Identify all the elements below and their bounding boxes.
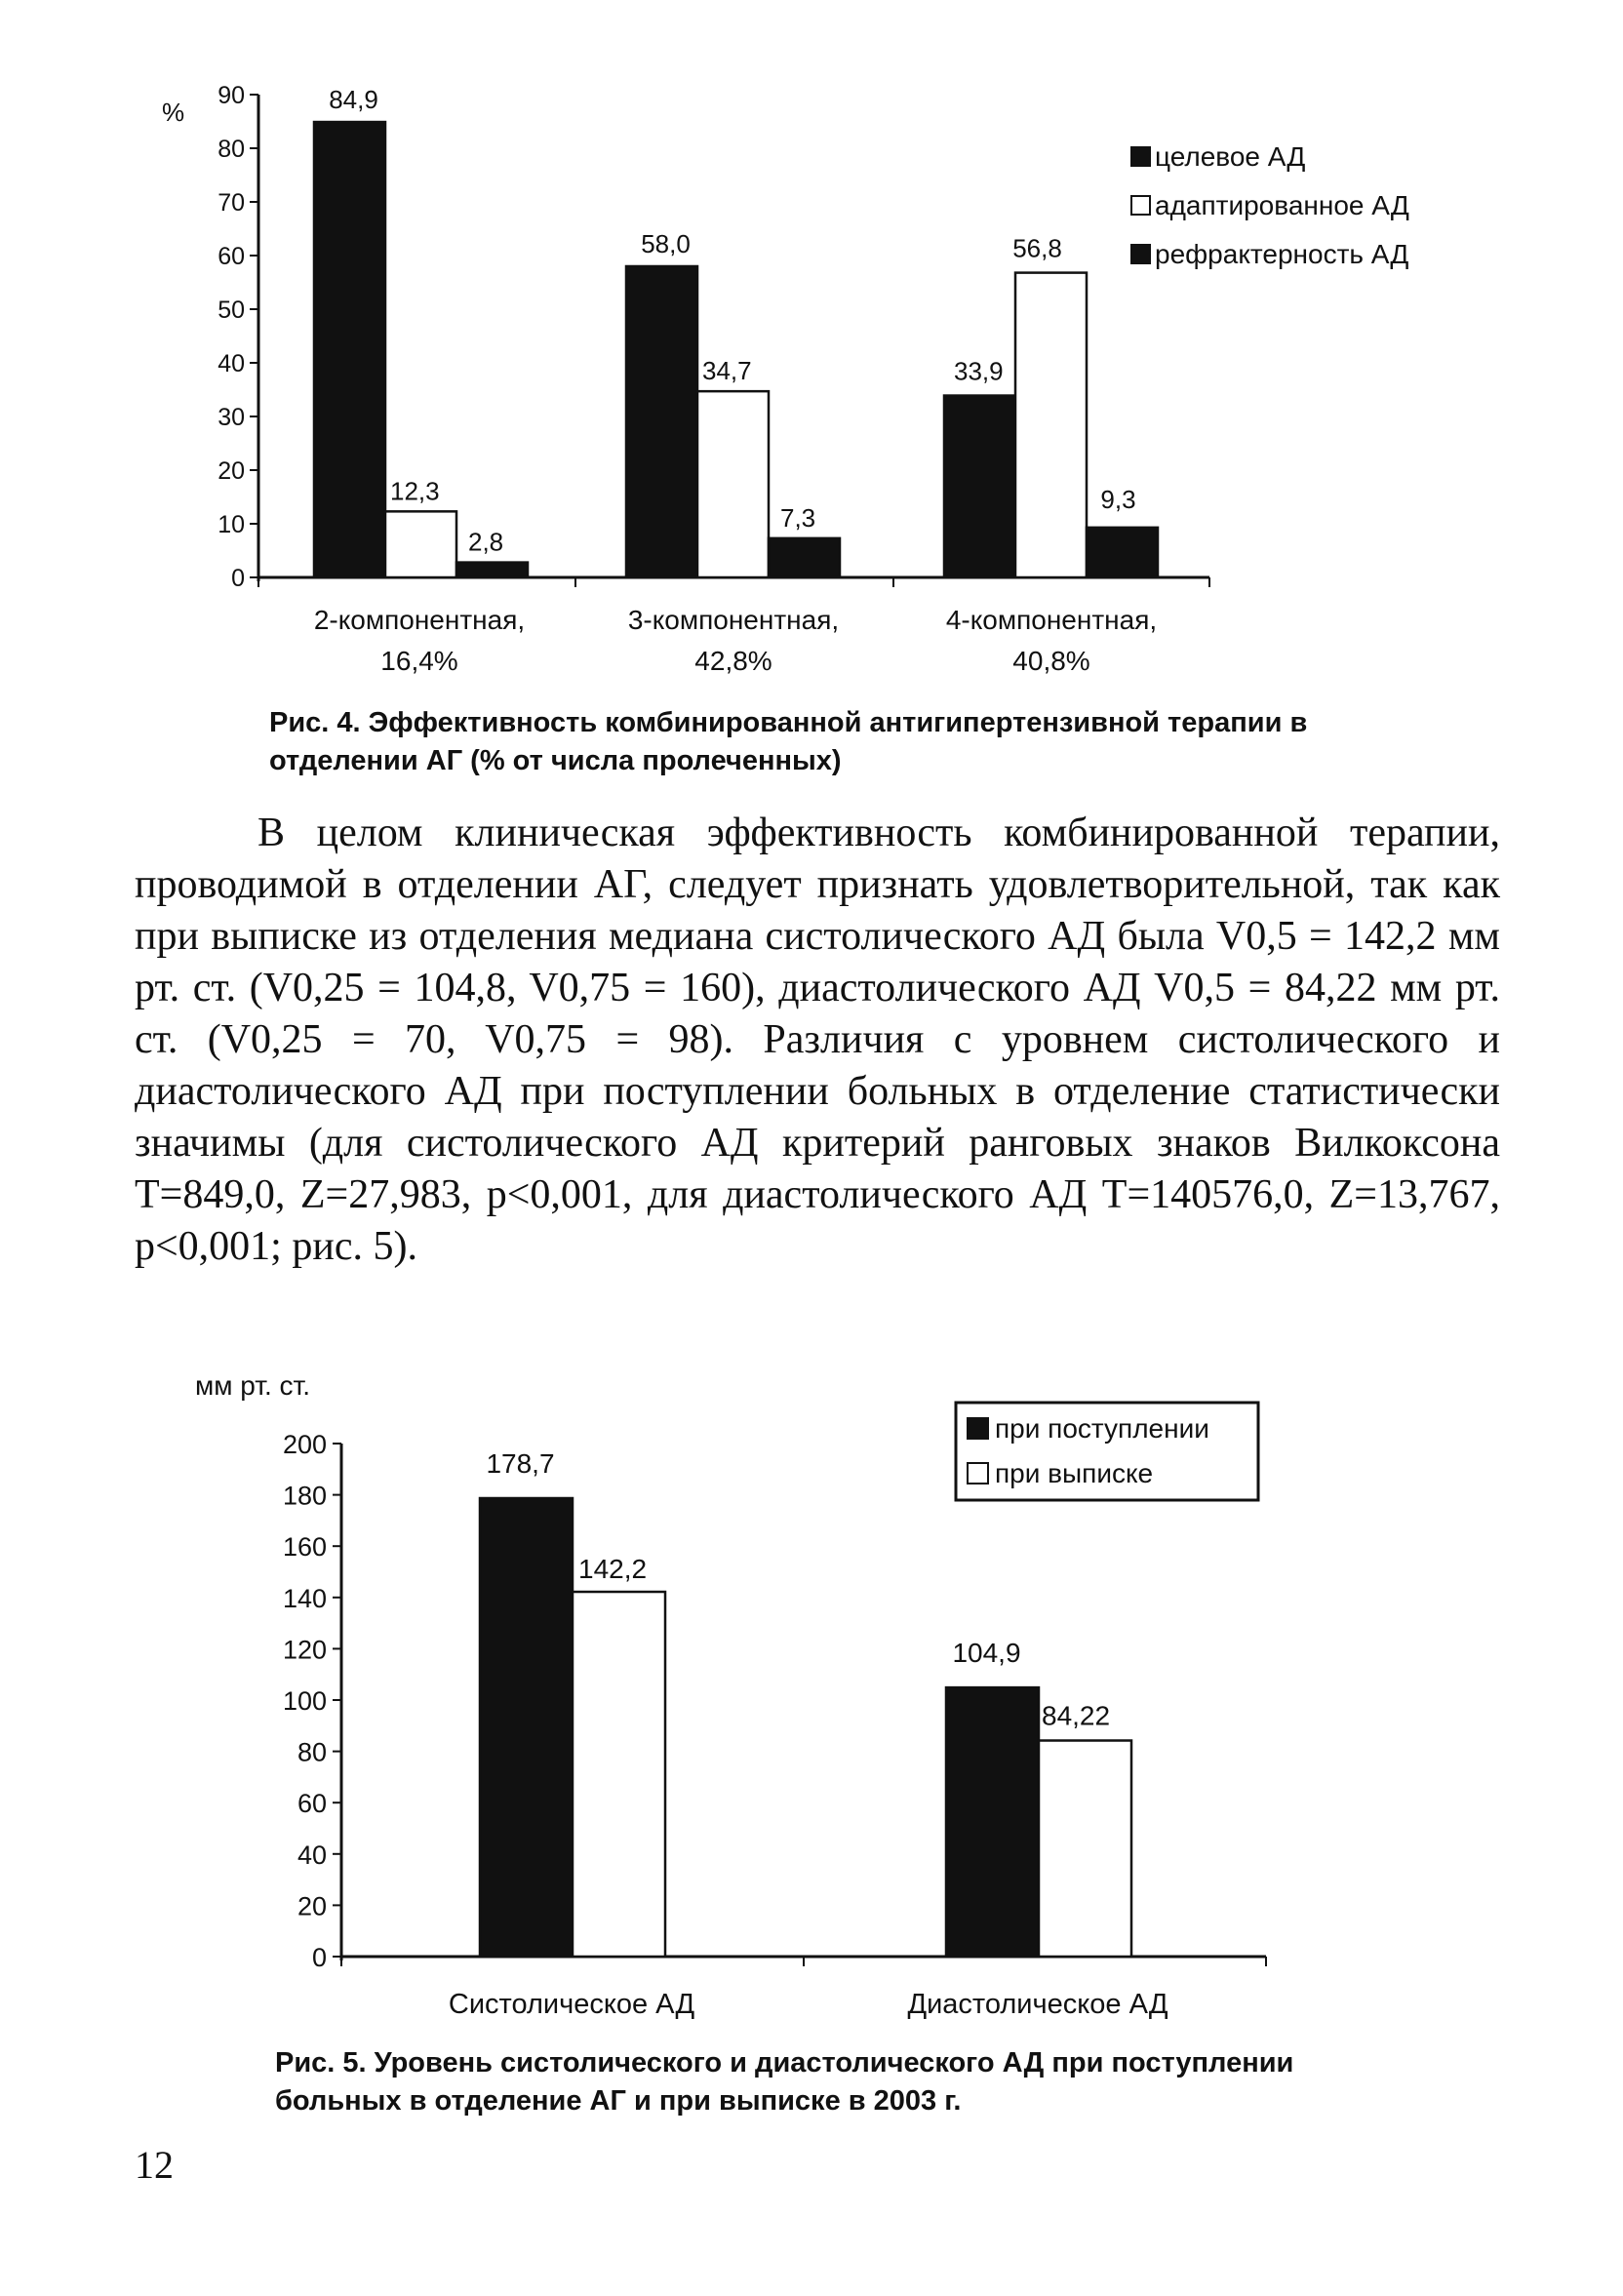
bar-1-2	[626, 266, 697, 577]
y-axis-label: %	[162, 98, 185, 127]
bar-2-1	[385, 511, 456, 577]
figure-4-caption: Рис. 4. Эффективность комбинированной антигипертензивной терапии в отделении АГ (% от числа пролеченных)	[269, 707, 1308, 776]
chart-treatment-effectiveness	[0, 59, 1623, 683]
data-label: 12,3	[390, 476, 440, 506]
bar-2-1	[573, 1592, 665, 1957]
data-label: 9,3	[1100, 484, 1136, 514]
y-tick-label: 70	[218, 189, 245, 217]
data-label: 84,22	[1042, 1700, 1111, 1731]
bar-3-1	[456, 563, 528, 577]
bar-1-1	[480, 1498, 573, 1957]
y-tick-label: 60	[218, 243, 245, 270]
bar-2-2	[1039, 1741, 1131, 1957]
data-label: 2,8	[468, 527, 504, 557]
y-tick-label: 90	[218, 82, 245, 109]
category-label: 4-компонентная,	[945, 605, 1158, 635]
y-tick-label: 0	[231, 565, 245, 592]
legend-swatch	[968, 1463, 988, 1484]
category-label: 2-компонентная,	[313, 605, 526, 635]
y-tick-label: 140	[282, 1583, 327, 1613]
data-label: 104,9	[952, 1638, 1021, 1669]
bar-1-3	[944, 396, 1015, 577]
category-label: Систолическое АД	[448, 1989, 695, 2020]
y-tick-label: 20	[218, 457, 245, 485]
data-label: 58,0	[641, 229, 691, 258]
chart-blood-pressure-levels	[0, 1356, 1623, 2029]
category-label: 40,8%	[1012, 646, 1090, 676]
y-tick-label: 160	[282, 1532, 327, 1563]
category-label: 16,4%	[380, 646, 458, 676]
y-tick-label: 40	[297, 1840, 327, 1870]
y-axis-label: мм рт. ст.	[195, 1370, 311, 1401]
legend-swatch	[968, 1418, 988, 1439]
bar-2-3	[1015, 273, 1087, 577]
legend-label: при выписке	[995, 1458, 1154, 1488]
data-label: 56,8	[1012, 233, 1062, 263]
y-tick-label: 60	[297, 1789, 327, 1819]
y-tick-label: 80	[297, 1737, 327, 1767]
category-label: 42,8%	[694, 646, 772, 676]
y-tick-label: 120	[282, 1635, 327, 1665]
legend-label: рефрактерность АД	[1155, 239, 1409, 269]
y-tick-label: 50	[218, 297, 245, 324]
y-tick-label: 0	[311, 1943, 327, 1972]
legend-swatch	[1131, 245, 1150, 263]
y-tick-label: 40	[218, 350, 245, 377]
data-label: 33,9	[954, 356, 1004, 386]
y-tick-label: 10	[218, 511, 245, 538]
y-tick-label: 30	[218, 404, 245, 431]
legend-label: при поступлении	[995, 1413, 1209, 1444]
legend-label: целевое АД	[1155, 141, 1306, 172]
body-paragraph: В целом клиническая эффективность комбинированной терапии, проводимой в отделении АГ, следует признать удовлетворительной, так как при выписке из отделения медиана систолического АД была V0,5 = 142,2 мм рт. ст. (V0,25 = 104,8, V0,75 = 160), диастолического АД V0,5 = 84,22 мм рт. ст. (V0,25 = 70, V0,75 = 98). Различия с уровнем систолического и диастолического АД при поступлении больных в отделение статистически значимы (для систолического АД критерий ранговых знаков Вилкоксона T=849,0, Z=27,983, p<0,001, для диастолического АД T=140576,0, Z=13,767, p<0,001; рис. 5).	[135, 811, 1500, 1269]
bar-1-2	[946, 1687, 1039, 1957]
legend-swatch	[1131, 147, 1150, 166]
bar-3-3	[1087, 528, 1158, 577]
data-label: 84,9	[329, 85, 378, 115]
y-tick-label: 100	[282, 1686, 327, 1716]
bar-3-2	[769, 538, 840, 577]
data-label: 178,7	[486, 1448, 555, 1480]
figure-5-caption: Рис. 5. Уровень систолического и диастолического АД при поступлении больных в отделение АГ и при выписке в 2003 г.	[275, 2047, 1294, 2117]
data-label: 7,3	[780, 502, 816, 533]
legend-swatch	[1131, 196, 1150, 215]
y-tick-label: 200	[282, 1430, 327, 1459]
y-tick-label: 180	[282, 1481, 327, 1511]
data-label: 34,7	[702, 356, 752, 386]
bar-2-2	[697, 391, 769, 577]
legend-label: адаптированное АД	[1155, 190, 1409, 220]
y-tick-label: 80	[218, 136, 245, 163]
category-label: 3-компонентная,	[627, 605, 840, 635]
data-label: 142,2	[578, 1554, 648, 1585]
page-number: 12	[135, 2143, 174, 2187]
category-label: Диастолическое АД	[907, 1989, 1168, 2020]
bar-1-1	[314, 122, 385, 577]
y-tick-label: 20	[297, 1891, 327, 1921]
